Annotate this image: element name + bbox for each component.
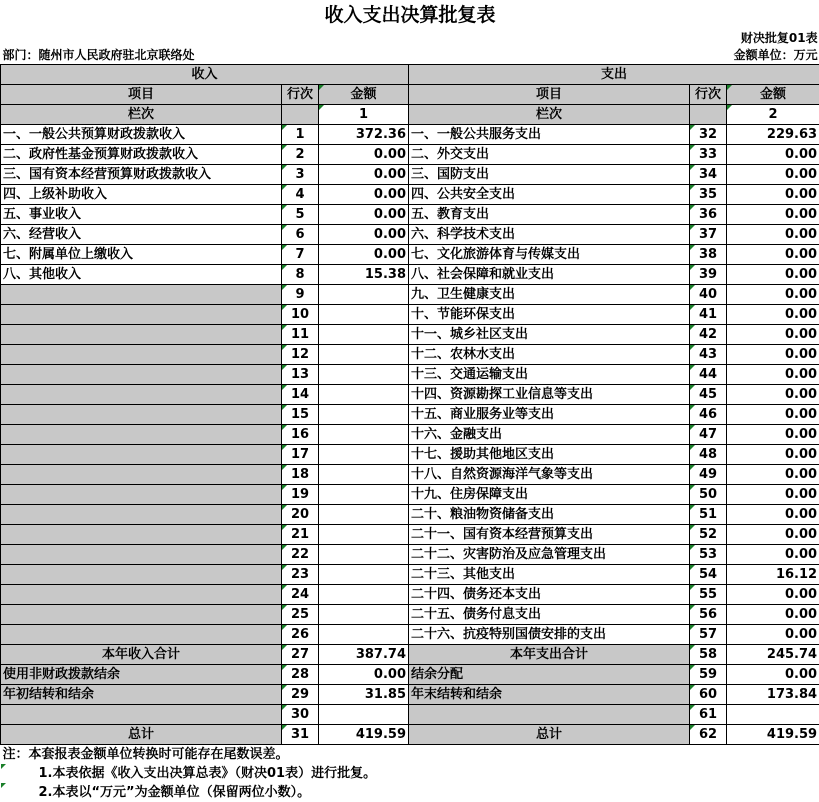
expense-row-no: 35 bbox=[690, 185, 727, 205]
expense-row-no: 32 bbox=[690, 125, 727, 145]
expense-column-label: 栏次 bbox=[409, 105, 690, 125]
income-amount bbox=[319, 285, 409, 305]
income-amount bbox=[319, 445, 409, 465]
distribution-no: 59 bbox=[690, 665, 727, 685]
income-row-no: 24 bbox=[282, 585, 319, 605]
expense-item-label: 十六、金融支出 bbox=[409, 425, 690, 445]
form-code: 财决批复01表 bbox=[1, 30, 819, 47]
income-item-label bbox=[1, 465, 282, 485]
begin-balance-no: 29 bbox=[282, 685, 319, 705]
income-row-no: 12 bbox=[282, 345, 319, 365]
year-income-amount: 387.74 bbox=[319, 645, 409, 665]
income-row-no: 23 bbox=[282, 565, 319, 585]
income-item-label bbox=[1, 525, 282, 545]
expense-amount: 0.00 bbox=[727, 485, 819, 505]
expense-amount: 0.00 bbox=[727, 605, 819, 625]
table-row bbox=[1, 285, 819, 305]
income-item-label: 一、一般公共预算财政拨款收入 bbox=[1, 125, 282, 145]
income-amount: 372.36 bbox=[319, 125, 409, 145]
expense-amount: 0.00 bbox=[727, 325, 819, 345]
table-row bbox=[1, 505, 819, 525]
expense-row-no: 56 bbox=[690, 605, 727, 625]
grand-income-amount: 419.59 bbox=[319, 725, 409, 745]
income-amount bbox=[319, 525, 409, 545]
expense-column-no: 2 bbox=[727, 105, 819, 125]
income-amount bbox=[319, 385, 409, 405]
nonfiscal-no: 28 bbox=[282, 665, 319, 685]
expense-amount: 0.00 bbox=[727, 365, 819, 385]
expense-row-no: 38 bbox=[690, 245, 727, 265]
table-row bbox=[1, 185, 819, 205]
note-line: 2.本表以“万元”为金额单位（保留两位小数）。 bbox=[1, 783, 819, 802]
income-item-label: 二、政府性基金预算财政拨款收入 bbox=[1, 145, 282, 165]
income-column-blank bbox=[282, 105, 319, 125]
income-row-no: 13 bbox=[282, 365, 319, 385]
expense-item-label: 十五、商业服务业等支出 bbox=[409, 405, 690, 425]
table-row bbox=[1, 425, 819, 445]
expense-amount: 0.00 bbox=[727, 425, 819, 445]
table-row bbox=[1, 545, 819, 565]
income-item-label bbox=[1, 545, 282, 565]
income-amount: 0.00 bbox=[319, 225, 409, 245]
begin-balance-label: 年初结转和结余 bbox=[1, 685, 282, 705]
income-item-label: 四、上级补助收入 bbox=[1, 185, 282, 205]
end-balance-label: 年末结转和结余 bbox=[409, 685, 690, 705]
expense-item-label: 二十六、抗疫特别国债安排的支出 bbox=[409, 625, 690, 645]
table-row bbox=[1, 205, 819, 225]
income-row-no: 22 bbox=[282, 545, 319, 565]
income-row-no: 10 bbox=[282, 305, 319, 325]
table-row bbox=[1, 385, 819, 405]
year-income-no: 27 bbox=[282, 645, 319, 665]
table-row bbox=[1, 345, 819, 365]
expense-row-no: 45 bbox=[690, 385, 727, 405]
income-row-no: 14 bbox=[282, 385, 319, 405]
table-row bbox=[1, 145, 819, 165]
income-row-no: 3 bbox=[282, 165, 319, 185]
income-amount: 0.00 bbox=[319, 145, 409, 165]
expense-row-no: 44 bbox=[690, 365, 727, 385]
expense-row-no: 54 bbox=[690, 565, 727, 585]
grand-income-label: 总计 bbox=[1, 725, 282, 745]
expense-amount: 0.00 bbox=[727, 625, 819, 645]
table-row bbox=[1, 245, 819, 265]
blank-expense-no: 61 bbox=[690, 705, 727, 725]
blank-income-amount bbox=[319, 705, 409, 725]
income-amount bbox=[319, 305, 409, 325]
expense-amount: 0.00 bbox=[727, 165, 819, 185]
income-amount bbox=[319, 505, 409, 525]
table-row bbox=[1, 565, 819, 585]
department-label: 部门：随州市人民政府驻北京联络处 bbox=[1, 47, 409, 65]
income-row-no: 7 bbox=[282, 245, 319, 265]
blank-income-label bbox=[1, 705, 282, 725]
income-header: 收入 bbox=[1, 65, 409, 85]
end-balance-no: 60 bbox=[690, 685, 727, 705]
income-item-label: 七、附属单位上缴收入 bbox=[1, 245, 282, 265]
expense-row-no: 41 bbox=[690, 305, 727, 325]
expense-row-no: 40 bbox=[690, 285, 727, 305]
note-line: 注：本套报表金额单位转换时可能存在尾数误差。 bbox=[1, 745, 819, 765]
expense-amount: 0.00 bbox=[727, 505, 819, 525]
income-column-no: 1 bbox=[319, 105, 409, 125]
income-row-no: 1 bbox=[282, 125, 319, 145]
expense-row-no: 37 bbox=[690, 225, 727, 245]
table-row bbox=[1, 485, 819, 505]
income-item-label bbox=[1, 305, 282, 325]
expense-item-label: 六、科学技术支出 bbox=[409, 225, 690, 245]
expense-amount: 0.00 bbox=[727, 225, 819, 245]
income-item-label bbox=[1, 445, 282, 465]
income-item-label bbox=[1, 365, 282, 385]
expense-header: 支出 bbox=[409, 65, 819, 85]
expense-amount: 0.00 bbox=[727, 145, 819, 165]
expense-row-no: 49 bbox=[690, 465, 727, 485]
expense-amount: 0.00 bbox=[727, 245, 819, 265]
income-amount bbox=[319, 345, 409, 365]
income-item-header: 项目 bbox=[1, 85, 282, 105]
expense-amount: 0.00 bbox=[727, 285, 819, 305]
table-row bbox=[1, 365, 819, 385]
income-row-no: 2 bbox=[282, 145, 319, 165]
grand-expense-amount: 419.59 bbox=[727, 725, 819, 745]
income-item-label bbox=[1, 605, 282, 625]
expense-item-label: 二十一、国有资本经营预算支出 bbox=[409, 525, 690, 545]
year-expense-amount: 245.74 bbox=[727, 645, 819, 665]
income-amount bbox=[319, 405, 409, 425]
expense-item-label: 一、一般公共服务支出 bbox=[409, 125, 690, 145]
expense-item-label: 八、社会保障和就业支出 bbox=[409, 265, 690, 285]
year-income-label: 本年收入合计 bbox=[1, 645, 282, 665]
expense-amount: 0.00 bbox=[727, 465, 819, 485]
income-row-no: 4 bbox=[282, 185, 319, 205]
income-item-label: 五、事业收入 bbox=[1, 205, 282, 225]
grand-expense-label: 总计 bbox=[409, 725, 690, 745]
expense-item-label: 三、国防支出 bbox=[409, 165, 690, 185]
income-amount bbox=[319, 545, 409, 565]
expense-row-no: 55 bbox=[690, 585, 727, 605]
income-amount bbox=[319, 625, 409, 645]
expense-amount: 0.00 bbox=[727, 385, 819, 405]
income-item-label bbox=[1, 345, 282, 365]
income-amount bbox=[319, 325, 409, 345]
expense-amount: 0.00 bbox=[727, 265, 819, 285]
end-balance-amount: 173.84 bbox=[727, 685, 819, 705]
income-column-label: 栏次 bbox=[1, 105, 282, 125]
expense-item-header: 项目 bbox=[409, 85, 690, 105]
expense-amount: 0.00 bbox=[727, 525, 819, 545]
income-item-label bbox=[1, 425, 282, 445]
expense-item-label: 十四、资源勘探工业信息等支出 bbox=[409, 385, 690, 405]
expense-item-label: 二十五、债务付息支出 bbox=[409, 605, 690, 625]
page-title: 收入支出决算批复表 bbox=[1, 0, 819, 30]
expense-amount: 0.00 bbox=[727, 585, 819, 605]
begin-balance-amount: 31.85 bbox=[319, 685, 409, 705]
income-item-label: 三、国有资本经营预算财政拨款收入 bbox=[1, 165, 282, 185]
income-row-no: 25 bbox=[282, 605, 319, 625]
income-row-no: 20 bbox=[282, 505, 319, 525]
income-amount: 0.00 bbox=[319, 245, 409, 265]
expense-column-blank bbox=[690, 105, 727, 125]
income-row-no: 11 bbox=[282, 325, 319, 345]
table-row bbox=[1, 225, 819, 245]
table-row bbox=[1, 445, 819, 465]
expense-row-no: 36 bbox=[690, 205, 727, 225]
nonfiscal-amount: 0.00 bbox=[319, 665, 409, 685]
expense-amount: 229.63 bbox=[727, 125, 819, 145]
income-row-no: 8 bbox=[282, 265, 319, 285]
expense-row-no: 52 bbox=[690, 525, 727, 545]
table-row bbox=[1, 585, 819, 605]
note-line: 1.本表依据《收入支出决算总表》（财决01表）进行批复。 bbox=[1, 764, 819, 783]
income-item-label bbox=[1, 325, 282, 345]
income-row-no: 17 bbox=[282, 445, 319, 465]
income-amount-header: 金额 bbox=[319, 85, 409, 105]
income-item-label bbox=[1, 505, 282, 525]
year-expense-label: 本年支出合计 bbox=[409, 645, 690, 665]
grand-expense-no: 62 bbox=[690, 725, 727, 745]
expense-item-label: 二十四、债务还本支出 bbox=[409, 585, 690, 605]
income-amount bbox=[319, 585, 409, 605]
income-amount: 0.00 bbox=[319, 205, 409, 225]
expense-item-label: 十一、城乡社区支出 bbox=[409, 325, 690, 345]
blank-expense-label bbox=[409, 705, 690, 725]
table-row bbox=[1, 625, 819, 645]
income-amount: 0.00 bbox=[319, 185, 409, 205]
expense-row-no: 33 bbox=[690, 145, 727, 165]
income-item-label bbox=[1, 485, 282, 505]
expense-item-label: 十、节能环保支出 bbox=[409, 305, 690, 325]
table-row bbox=[1, 325, 819, 345]
expense-row-no: 46 bbox=[690, 405, 727, 425]
income-item-label bbox=[1, 625, 282, 645]
income-item-label bbox=[1, 385, 282, 405]
income-row-no: 6 bbox=[282, 225, 319, 245]
income-row-no: 21 bbox=[282, 525, 319, 545]
table-row bbox=[1, 165, 819, 185]
income-item-label: 八、其他收入 bbox=[1, 265, 282, 285]
expense-item-label: 十九、住房保障支出 bbox=[409, 485, 690, 505]
expense-item-label: 四、公共安全支出 bbox=[409, 185, 690, 205]
income-row-no: 9 bbox=[282, 285, 319, 305]
expense-amount: 16.12 bbox=[727, 565, 819, 585]
nonfiscal-label: 使用非财政拨款结余 bbox=[1, 665, 282, 685]
expense-row-no-header: 行次 bbox=[690, 85, 727, 105]
expense-amount: 0.00 bbox=[727, 305, 819, 325]
income-item-label bbox=[1, 285, 282, 305]
expense-amount: 0.00 bbox=[727, 345, 819, 365]
table-row bbox=[1, 125, 819, 145]
expense-item-label: 二、外交支出 bbox=[409, 145, 690, 165]
income-row-no: 5 bbox=[282, 205, 319, 225]
table-row bbox=[1, 525, 819, 545]
income-amount: 0.00 bbox=[319, 165, 409, 185]
table-row bbox=[1, 305, 819, 325]
income-row-no-header: 行次 bbox=[282, 85, 319, 105]
expense-item-label: 十三、交通运输支出 bbox=[409, 365, 690, 385]
expense-row-no: 57 bbox=[690, 625, 727, 645]
income-amount: 15.38 bbox=[319, 265, 409, 285]
expense-amount: 0.00 bbox=[727, 205, 819, 225]
unit-label: 金额单位：万元 bbox=[409, 47, 819, 65]
expense-row-no: 48 bbox=[690, 445, 727, 465]
expense-row-no: 53 bbox=[690, 545, 727, 565]
income-item-label bbox=[1, 565, 282, 585]
expense-amount: 0.00 bbox=[727, 545, 819, 565]
expense-item-label: 二十二、灾害防治及应急管理支出 bbox=[409, 545, 690, 565]
expense-item-label: 十二、农林水支出 bbox=[409, 345, 690, 365]
income-row-no: 18 bbox=[282, 465, 319, 485]
distribution-amount: 0.00 bbox=[727, 665, 819, 685]
expense-item-label: 五、教育支出 bbox=[409, 205, 690, 225]
table-row bbox=[1, 265, 819, 285]
income-row-no: 15 bbox=[282, 405, 319, 425]
income-row-no: 26 bbox=[282, 625, 319, 645]
income-item-label bbox=[1, 405, 282, 425]
grand-income-no: 31 bbox=[282, 725, 319, 745]
blank-expense-amount bbox=[727, 705, 819, 725]
income-row-no: 19 bbox=[282, 485, 319, 505]
year-expense-no: 58 bbox=[690, 645, 727, 665]
expense-row-no: 50 bbox=[690, 485, 727, 505]
expense-item-label: 二十三、其他支出 bbox=[409, 565, 690, 585]
income-amount bbox=[319, 425, 409, 445]
expense-row-no: 34 bbox=[690, 165, 727, 185]
expense-item-label: 九、卫生健康支出 bbox=[409, 285, 690, 305]
table-row bbox=[1, 405, 819, 425]
expense-row-no: 47 bbox=[690, 425, 727, 445]
distribution-label: 结余分配 bbox=[409, 665, 690, 685]
income-item-label bbox=[1, 585, 282, 605]
expense-amount: 0.00 bbox=[727, 445, 819, 465]
expense-row-no: 42 bbox=[690, 325, 727, 345]
expense-row-no: 39 bbox=[690, 265, 727, 285]
expense-item-label: 十七、援助其他地区支出 bbox=[409, 445, 690, 465]
expense-amount: 0.00 bbox=[727, 405, 819, 425]
income-amount bbox=[319, 365, 409, 385]
income-amount bbox=[319, 565, 409, 585]
income-amount bbox=[319, 465, 409, 485]
blank-income-no: 30 bbox=[282, 705, 319, 725]
table-row bbox=[1, 605, 819, 625]
expense-item-label: 二十、粮油物资储备支出 bbox=[409, 505, 690, 525]
expense-row-no: 51 bbox=[690, 505, 727, 525]
expense-amount-header: 金额 bbox=[727, 85, 819, 105]
table-row bbox=[1, 465, 819, 485]
data-rows bbox=[1, 125, 819, 645]
income-item-label: 六、经营收入 bbox=[1, 225, 282, 245]
expense-item-label: 十八、自然资源海洋气象等支出 bbox=[409, 465, 690, 485]
expense-amount: 0.00 bbox=[727, 185, 819, 205]
expense-item-label: 七、文化旅游体育与传媒支出 bbox=[409, 245, 690, 265]
expense-row-no: 43 bbox=[690, 345, 727, 365]
income-amount bbox=[319, 605, 409, 625]
income-row-no: 16 bbox=[282, 425, 319, 445]
income-amount bbox=[319, 485, 409, 505]
